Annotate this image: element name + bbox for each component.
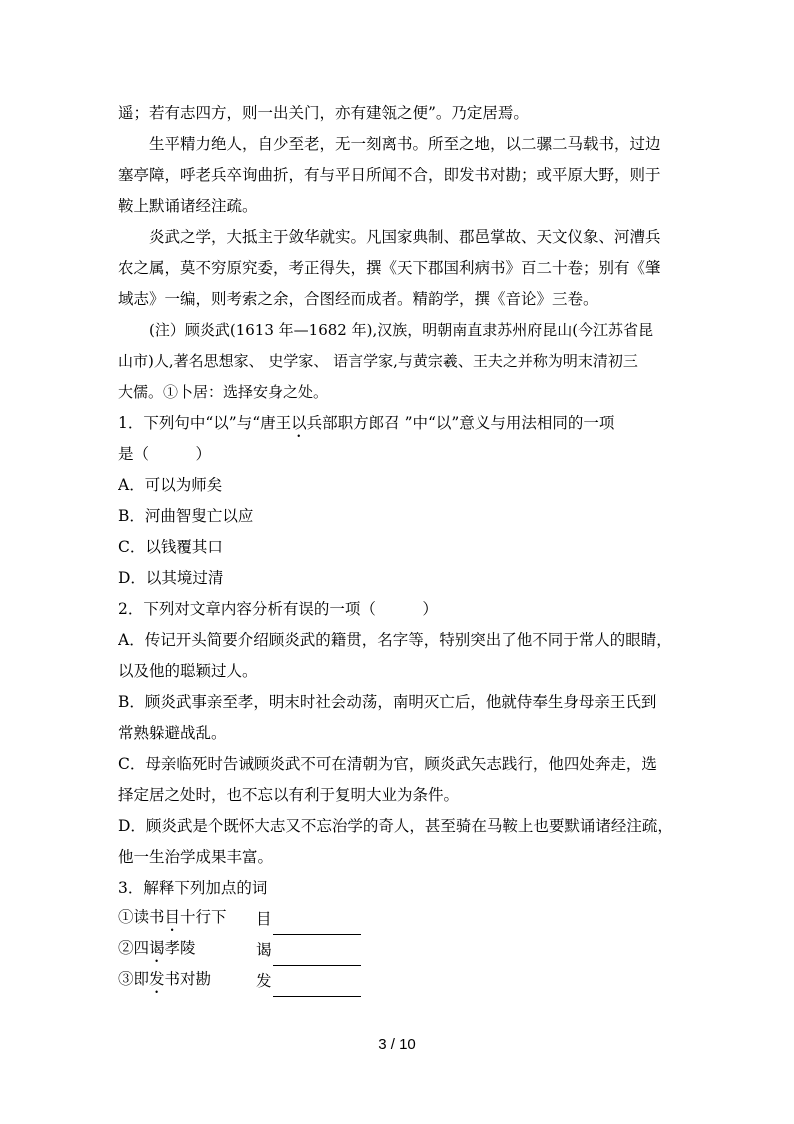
question-1-option-d: D．以其境过清 [118,569,224,587]
question-3-item-text [118,902,256,935]
note-line: (注）顾炎武(1613 年—1682 年),汉族，明朝南直隶苏州府昆山(今江苏省昆 [149,321,654,339]
question-1-option-c: C．以钱覆其口 [118,538,223,556]
item-text-post: 十行下 [180,908,227,926]
question-2-option-a: A．传记开头简要介绍顾炎武的籍贯，名字等，特别突出了他不同于常人的眼睛， [118,631,672,649]
passage-line: 生平精力绝人，自少至老，无一刻离书。所至之地，以二骡二马载书，过边 [149,135,661,153]
question-3-item-label: 谒 [256,941,272,959]
question-3-item-label: 发 [256,972,272,990]
answer-blank[interactable] [273,914,361,935]
answer-blank[interactable] [273,976,361,997]
passage-line: 遥；若有志四方，则一出关门，亦有建瓴之便”。乃定居焉。 [118,104,529,122]
passage-line: 域志》一编，则考索之余，合图经而成者。精韵学，撰《音论》三卷。 [118,290,599,308]
question-3-item [118,966,678,997]
question-2-option-d-cont: 他一生治学成果丰富。 [118,848,274,866]
item-text-pre: ③即 [118,970,150,988]
question-1-stem [118,408,678,439]
question-2-stem: 2．下列对文章内容分析有误的一项（ ） [118,600,438,618]
question-2-option-d: D．顾炎武是个既怀大志又不忘治学的奇人，甚至骑在马鞍上也要默诵诸经注疏， [118,817,673,835]
question-1-dotted-char: 以 [291,414,307,432]
question-3-item [118,935,678,966]
passage-line: 鞍上默诵诸经注疏。 [118,197,258,215]
item-text-post: 孝陵 [164,939,196,957]
passage-line: 塞亭障，呼老兵卒询曲折，有与平日所闻不合，即发书对勘；或平原大野，则于 [118,166,661,184]
question-2-option-b: B．顾炎武事亲至孝，明末时社会动荡，南明灭亡后，他就侍奉生身母亲王氏到 [118,693,657,711]
question-3-stem: 3．解释下列加点的词 [118,879,268,897]
question-3-item-label: 目 [256,910,272,928]
passage-line: 炎武之学，大抵主于敛华就实。凡国家典制、郡邑掌故、天文仪象、河漕兵 [149,228,661,246]
question-1-stem-line2: 是（ ） [118,445,212,463]
item-dotted-char: 目 [164,908,181,926]
document-body [118,98,678,997]
question-3-item-text [118,933,256,966]
question-1-stem-pre: 1．下列句中“以”与“唐王 [118,414,292,432]
item-text-post: 书对勘 [164,970,212,988]
question-3-item [118,904,678,935]
item-dotted-char: 发 [149,970,165,988]
question-1-option-a: A．可以为师矣 [118,476,223,494]
question-2-option-c-cont: 择定居之处时，也不忘以有利于复明大业为条件。 [118,786,460,804]
answer-blank[interactable] [273,945,361,966]
question-3-item-text [118,964,256,997]
item-dotted-char: 谒 [149,939,165,957]
item-text-pre: ①读书 [118,908,165,926]
question-2-option-c: C．母亲临死时告诫顾炎武不可在清朝为官，顾炎武矢志践行，他四处奔走，选 [118,755,657,773]
note-line: 山市)人,著名思想家、 史学家、 语言学家,与黄宗羲、王夫之并称为明末清初三 [118,352,638,370]
item-text-pre: ②四 [118,939,150,957]
question-1-stem-post: 兵部职方郎召 ”中“以”意义与用法相同的一项 [306,414,615,432]
passage-line: 农之属，莫不穷原究委，考正得失，撰《天下郡国利病书》百二十卷；别有《肇 [118,259,661,277]
page-number: 3 / 10 [378,1036,416,1053]
question-2-option-a-cont: 以及他的聪颖过人。 [118,662,258,680]
question-1-option-b: B．河曲智叟亡以应 [118,507,254,525]
note-line: 大儒。①卜居：选择安身之处。 [118,383,329,401]
question-2-option-b-cont: 常熟躲避战乱。 [118,724,227,742]
